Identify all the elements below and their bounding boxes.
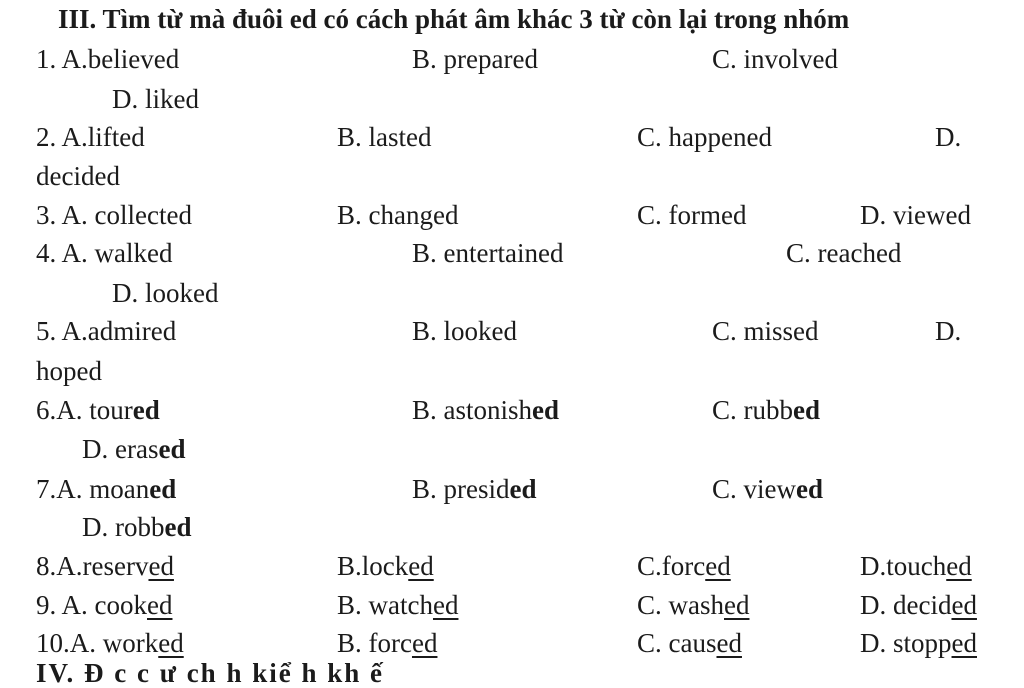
q6-option-c: C. rubbed: [712, 395, 820, 425]
page-title: III. Tìm từ mà đuôi ed có cách phát âm khác 3 từ còn lại trong nhóm: [58, 4, 850, 34]
q1-option-b: B. prepared: [412, 44, 538, 74]
q9-option-a: 9. A. cooked: [36, 590, 173, 620]
q10-option-c: C. caused: [637, 628, 742, 658]
q5-option-d-word: hoped: [36, 356, 102, 386]
q7-option-b: B. presided: [412, 474, 537, 504]
q4-option-d: D. looked: [112, 278, 219, 308]
q1-option-d: D. liked: [112, 84, 199, 114]
q3-option-d: D. viewed: [860, 200, 971, 230]
next-section-heading-cutoff: [36, 658, 596, 688]
q2-option-d-word: decided: [36, 161, 120, 191]
q8-option-c: C.forced: [637, 551, 731, 581]
q4-option-c: C. reached: [786, 238, 902, 268]
q6-option-a: 6.A. toured: [36, 395, 160, 425]
q8-option-b: B.locked: [337, 551, 434, 581]
q8-option-a: 8.A.reserved: [36, 551, 174, 581]
q7-option-c: C. viewed: [712, 474, 823, 504]
q2-option-a: 2. A.lifted: [36, 122, 145, 152]
q4-option-a: 4. A. walked: [36, 238, 173, 268]
next-section-heading: IV. Đ c c ư ch h kiể h kh ế: [36, 658, 384, 688]
q10-option-d: D. stopped: [860, 628, 977, 658]
q3-option-b: B. changed: [337, 200, 459, 230]
q4-option-b: B. entertained: [412, 238, 564, 268]
q1-option-a: 1. A.believed: [36, 44, 180, 74]
q6-option-b: B. astonished: [412, 395, 560, 425]
q9-option-b: B. watched: [337, 590, 459, 620]
q5-option-a: 5. A.admired: [36, 316, 177, 346]
q3-option-c: C. formed: [637, 200, 747, 230]
q8-option-d: D.touched: [860, 551, 972, 581]
q2-option-d-label: D.: [935, 122, 962, 152]
q3-option-a: 3. A. collected: [36, 200, 192, 230]
q7-option-d: D. robbed: [82, 512, 192, 542]
q9-option-d: D. decided: [860, 590, 977, 620]
q10-option-b: B. forced: [337, 628, 438, 658]
q1-option-c: C. involved: [712, 44, 838, 74]
q9-option-c: C. washed: [637, 590, 750, 620]
q5-option-b: B. looked: [412, 316, 517, 346]
q2-option-b: B. lasted: [337, 122, 432, 152]
q5-option-d-label: D.: [935, 316, 962, 346]
q6-option-d: D. erased: [82, 434, 186, 464]
q2-option-c: C. happened: [637, 122, 772, 152]
q7-option-a: 7.A. moaned: [36, 474, 177, 504]
q5-option-c: C. missed: [712, 316, 819, 346]
q10-option-a: 10.A. worked: [36, 628, 184, 658]
